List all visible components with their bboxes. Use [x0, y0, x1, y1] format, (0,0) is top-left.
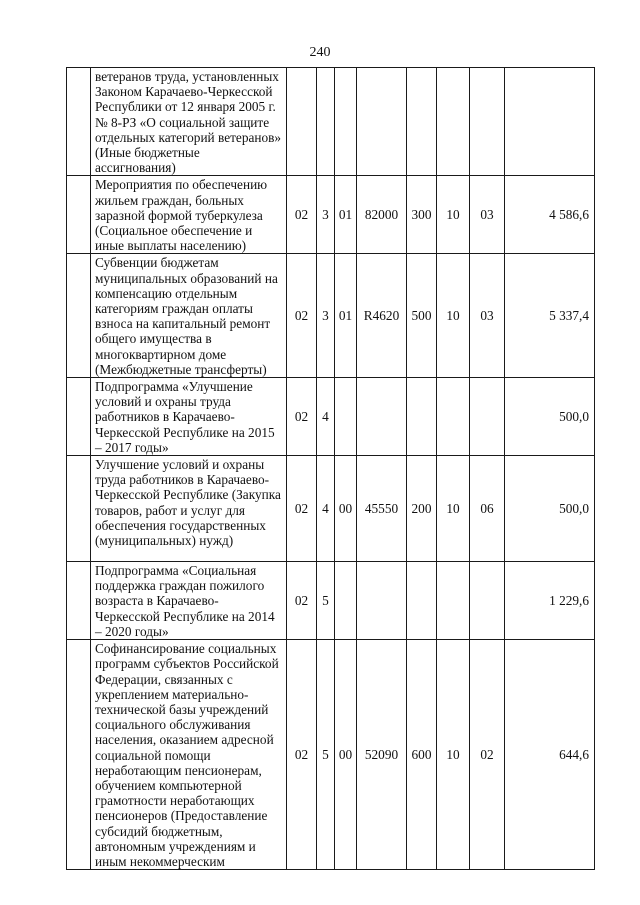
code-cell: 5	[317, 562, 335, 640]
code-cell: 02	[287, 456, 317, 562]
code-cell	[317, 68, 335, 176]
table-row	[67, 456, 595, 562]
item-name-cell: ветеранов труда, установленных Законом Карачаево-Черкесской Республики от 12 января 2005 г. № 8-РЗ «О социальной защите отдельных категорий ветеранов» (Иные бюджетные ассигнования)	[91, 68, 287, 176]
code-cell	[335, 378, 357, 456]
table-row	[67, 68, 595, 176]
code-cell: 00	[335, 456, 357, 562]
row-index-cell	[67, 176, 91, 254]
page-number: 240	[309, 45, 331, 60]
row-index-cell	[67, 456, 91, 562]
item-name-cell: Софинансирование социальных программ субъектов Российской Федерации, связанных с укреплением материально-технической базы учреждений социального обслуживания населения, оказанием адресной социальной помощи неработающим пенсионерам, обучением компьютерной грамотности неработающих пенсионеров (Предоставление субсидий бюджетным, автономным учреждениям и иным некоммерческим	[91, 640, 287, 870]
amount-cell: 500,0	[505, 456, 595, 562]
code-cell	[335, 68, 357, 176]
code-cell	[407, 68, 437, 176]
code-cell: 3	[317, 176, 335, 254]
code-cell	[357, 68, 407, 176]
table-row	[67, 176, 595, 254]
code-cell: 10	[437, 176, 470, 254]
code-cell: 4	[317, 378, 335, 456]
code-cell	[470, 562, 505, 640]
item-name-cell: Подпрограмма «Улучшение условий и охраны труда работников в Карачаево-Черкесской Республике на 2015 – 2017 годы»	[91, 378, 287, 456]
code-cell	[437, 378, 470, 456]
code-cell	[357, 562, 407, 640]
code-cell: 52090	[357, 640, 407, 870]
code-cell: 02	[470, 640, 505, 870]
amount-cell: 4 586,6	[505, 176, 595, 254]
amount-cell: 500,0	[505, 378, 595, 456]
item-name-cell: Мероприятия по обеспечению жильем граждан, больных заразной формой туберкулеза (Социальное обеспечение и иные выплаты населению)	[91, 176, 287, 254]
code-cell	[407, 562, 437, 640]
code-cell	[437, 68, 470, 176]
code-cell	[470, 68, 505, 176]
amount-cell: 1 229,6	[505, 562, 595, 640]
code-cell: 5	[317, 640, 335, 870]
code-cell	[470, 378, 505, 456]
code-cell	[437, 562, 470, 640]
amount-cell: 644,6	[505, 640, 595, 870]
code-cell	[407, 378, 437, 456]
code-cell: 10	[437, 456, 470, 562]
code-cell: 300	[407, 176, 437, 254]
code-cell: 02	[287, 640, 317, 870]
code-cell: 10	[437, 640, 470, 870]
code-cell: 02	[287, 176, 317, 254]
row-index-cell	[67, 562, 91, 640]
code-cell: 01	[335, 176, 357, 254]
code-cell: 4	[317, 456, 335, 562]
code-cell: 03	[470, 254, 505, 378]
item-name-cell: Субвенции бюджетам муниципальных образований на компенсацию отдельным категориям граждан оплаты взноса на капитальный ремонт общего имущества в многоквартирном доме (Межбюджетные трансферты)	[91, 254, 287, 378]
code-cell: R4620	[357, 254, 407, 378]
code-cell: 82000	[357, 176, 407, 254]
code-cell: 03	[470, 176, 505, 254]
amount-cell	[505, 68, 595, 176]
code-cell	[335, 562, 357, 640]
code-cell: 3	[317, 254, 335, 378]
code-cell: 200	[407, 456, 437, 562]
table-row	[67, 378, 595, 456]
code-cell: 06	[470, 456, 505, 562]
code-cell: 00	[335, 640, 357, 870]
code-cell: 10	[437, 254, 470, 378]
amount-cell: 5 337,4	[505, 254, 595, 378]
code-cell: 02	[287, 562, 317, 640]
table-row	[67, 562, 595, 640]
row-index-cell	[67, 68, 91, 176]
item-name-cell: Подпрограмма «Социальная поддержка граждан пожилого возраста в Карачаево-Черкесской Республике на 2014 – 2020 годы»	[91, 562, 287, 640]
code-cell: 500	[407, 254, 437, 378]
item-name-cell: Улучшение условий и охраны труда работников в Карачаево-Черкесской Республике (Закупка товаров, работ и услуг для обеспечения государственных (муниципальных) нужд)	[91, 456, 287, 562]
code-cell	[357, 378, 407, 456]
table-row	[67, 254, 595, 378]
code-cell	[287, 68, 317, 176]
code-cell: 02	[287, 254, 317, 378]
code-cell: 600	[407, 640, 437, 870]
budget-table	[66, 67, 595, 870]
code-cell: 01	[335, 254, 357, 378]
row-index-cell	[67, 378, 91, 456]
code-cell: 02	[287, 378, 317, 456]
row-index-cell	[67, 254, 91, 378]
table-row	[67, 640, 595, 870]
row-index-cell	[67, 640, 91, 870]
code-cell: 45550	[357, 456, 407, 562]
